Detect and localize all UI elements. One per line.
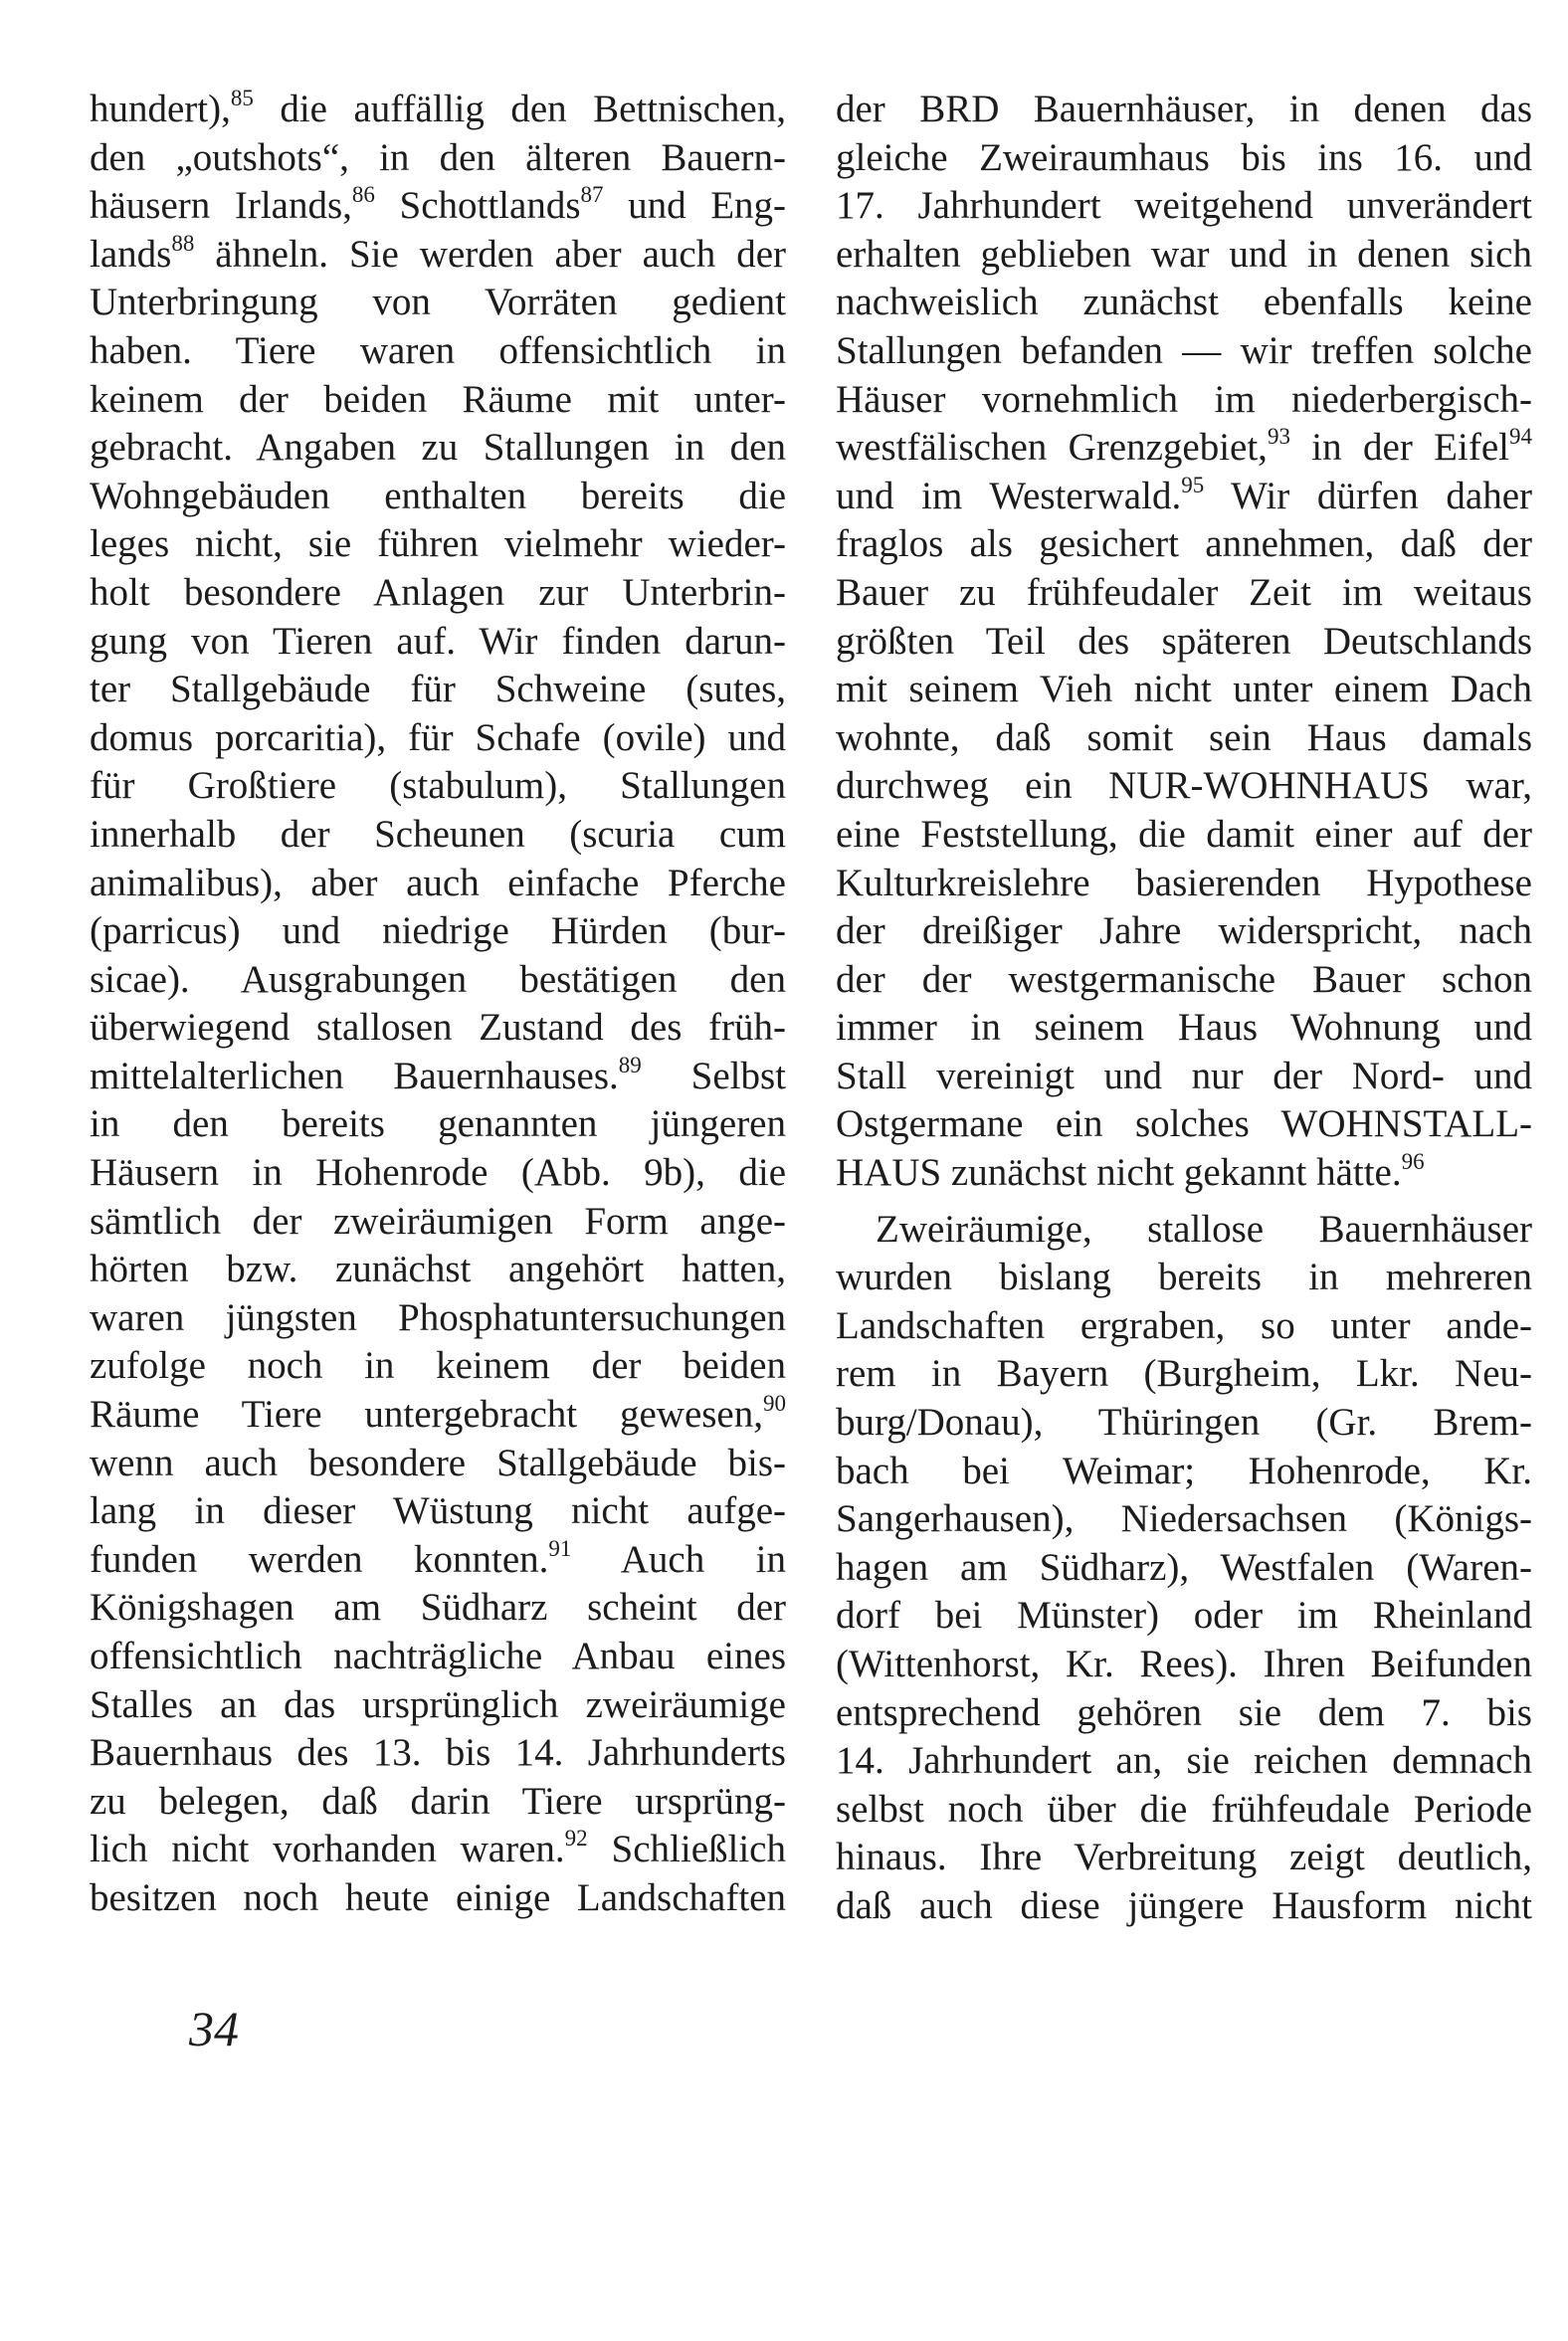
text-run: 14. Jahrhundert an, sie reichen demnach	[836, 1739, 1532, 1783]
text-run: fraglos als gesichert annehmen, daß der	[836, 522, 1532, 566]
text-run: immer in seinem Haus Wohnung und	[836, 1006, 1532, 1050]
text-run: haben. Tiere waren offensichtlich in	[90, 328, 786, 372]
text-run: burg/Donau), Thüringen (Gr. Brem-	[836, 1401, 1532, 1445]
footnote-reference: 92	[564, 1826, 588, 1852]
text-run: gleiche Zweiraumhaus bis ins 16. und	[836, 135, 1532, 179]
text-line	[836, 473, 1532, 521]
text-run: hinaus. Ihre Verbreitung zeigt deutlich,	[836, 1836, 1532, 1879]
text-line	[836, 860, 1532, 908]
text-run: wohnte, daß somit sein Haus damals	[836, 715, 1532, 759]
text-line	[90, 1342, 786, 1391]
text-run: Stall vereinigt und nur der Nord- und	[836, 1054, 1532, 1097]
text-run: den „outshots“, in den älteren Bauern-	[90, 135, 786, 179]
text-line	[836, 666, 1532, 714]
text-run: häusern Irlands,	[90, 184, 352, 228]
text-run: größten Teil des späteren Deutschlands	[836, 619, 1532, 663]
text-line	[836, 1689, 1532, 1738]
text-line	[836, 1737, 1532, 1786]
text-run: erhalten geblieben war und in denen sich	[836, 232, 1532, 276]
text-run: durchweg ein NUR-WOHNHAUS war,	[836, 764, 1532, 808]
text-run: nachweislich zunächst ebenfalls keine	[836, 281, 1532, 324]
text-line	[90, 1633, 786, 1681]
text-run: hörten bzw. zunächst angehört hatten,	[90, 1248, 786, 1291]
text-run: Ostgermane ein solches WOHNSTALL-	[836, 1102, 1532, 1146]
text-run: in den bereits genannten jüngeren	[90, 1102, 786, 1146]
footnote-reference: 87	[580, 182, 604, 208]
left-text-column	[90, 86, 786, 1923]
text-run: für Großtiere (stabulum), Stallungen	[90, 764, 786, 808]
footnote-reference: 89	[618, 1052, 642, 1077]
text-line	[90, 1246, 786, 1294]
text-line	[836, 1149, 1532, 1198]
text-run: offensichtlich nachträgliche Anbau eines	[90, 1635, 786, 1677]
text-line	[90, 376, 786, 425]
text-run: lich nicht vorhanden waren.	[90, 1828, 565, 1871]
text-line	[836, 1302, 1532, 1351]
text-run: holt besondere Anlagen zur Unterbrin-	[90, 570, 786, 614]
footnote-reference: 91	[548, 1535, 572, 1561]
text-run: besitzen noch heute einige Landschaften	[90, 1875, 786, 1919]
text-line	[90, 811, 786, 860]
text-run: Königshagen am Südharz scheint der	[90, 1586, 786, 1630]
text-run: ähneln. Sie werden aber auch der	[194, 232, 786, 276]
footnote-reference: 94	[1508, 424, 1532, 450]
text-run: westfälischen Grenzgebiet,	[836, 426, 1268, 470]
text-run: Auch in	[571, 1537, 786, 1581]
text-line	[836, 1399, 1532, 1448]
text-line	[90, 327, 786, 376]
text-line	[836, 618, 1532, 667]
text-line	[836, 1206, 1532, 1255]
footnote-reference: 96	[1401, 1149, 1425, 1175]
text-run: Stallungen befanden — wir treffen solche	[836, 328, 1532, 372]
text-run: hagen am Südharz), Westfalen (Waren-	[836, 1545, 1532, 1589]
text-run: funden werden konnten.	[90, 1537, 549, 1581]
text-run: gung von Tieren auf. Wir finden darun-	[90, 619, 786, 663]
text-run: waren jüngsten Phosphatuntersuchungen	[90, 1295, 786, 1339]
text-run: ter Stallgebäude für Schweine (sutes,	[90, 668, 786, 711]
footnote-reference: 86	[351, 182, 375, 208]
text-run: Landschaften ergraben, so unter ande-	[836, 1303, 1532, 1347]
text-line	[90, 907, 786, 956]
text-run: lang in dieser Wüstung nicht aufge-	[90, 1489, 786, 1533]
text-line	[836, 424, 1532, 473]
text-line	[90, 1100, 786, 1149]
text-line	[836, 182, 1532, 231]
text-run: und Eng-	[603, 184, 786, 228]
text-line	[836, 1053, 1532, 1101]
text-run: rem in Bayern (Burgheim, Lkr. Neu-	[836, 1352, 1532, 1396]
text-line	[90, 86, 786, 134]
text-line	[836, 231, 1532, 280]
footnote-reference: 85	[230, 86, 254, 110]
text-line	[836, 376, 1532, 425]
text-run: sämtlich der zweiräumigen Form ange-	[90, 1199, 786, 1243]
text-line	[836, 811, 1532, 860]
text-line	[836, 569, 1532, 618]
text-run: sicae). Ausgrabungen bestätigen den	[90, 957, 786, 1001]
text-run: der dreißiger Jahre widerspricht, nach	[836, 909, 1532, 953]
text-line	[90, 1778, 786, 1827]
text-run: mit seinem Vieh nicht unter einem Dach	[836, 668, 1532, 711]
text-line	[836, 1834, 1532, 1882]
text-run: dorf bei Münster) oder im Rheinland	[836, 1594, 1532, 1638]
text-run: bach bei Weimar; Hohenrode, Kr.	[836, 1449, 1532, 1492]
text-line	[90, 714, 786, 763]
text-line	[90, 1487, 786, 1536]
text-run: gebracht. Angaben zu Stallungen in den	[90, 426, 786, 470]
text-run: Wohngebäuden enthalten bereits die	[90, 474, 786, 517]
text-run: Wir dürfen daher	[1204, 474, 1532, 517]
text-line	[90, 424, 786, 473]
text-line	[90, 1053, 786, 1101]
text-run: Bauernhaus des 13. bis 14. Jahrhunderts	[90, 1731, 786, 1775]
text-run: mittelalterlichen Bauernhauses.	[90, 1054, 619, 1097]
text-run: wurden bislang bereits in mehreren	[836, 1256, 1532, 1299]
text-line	[90, 762, 786, 811]
text-line	[90, 1440, 786, 1488]
text-line	[90, 1729, 786, 1778]
text-run: und im Westerwald.	[836, 474, 1182, 517]
text-run: 17. Jahrhundert weitgehend unverändert	[836, 184, 1532, 228]
text-run: (parricus) und niedrige Hürden (bur-	[90, 909, 786, 953]
text-line	[836, 1882, 1532, 1931]
text-line	[90, 134, 786, 183]
text-run: überwiegend stallosen Zustand des früh-	[90, 1006, 786, 1050]
text-run: Stalles an das ursprünglich zweiräumige	[90, 1682, 786, 1726]
text-line	[836, 1254, 1532, 1302]
text-line	[836, 714, 1532, 763]
text-run: innerhalb der Scheunen (scuria cum	[90, 812, 786, 856]
text-run: lands	[90, 232, 172, 276]
text-run: Häusern in Hohenrode (Abb. 9b), die	[90, 1151, 786, 1195]
text-run: Sangerhausen), Niedersachsen (Königs-	[836, 1497, 1532, 1541]
text-line	[90, 1826, 786, 1874]
text-line	[90, 1874, 786, 1923]
text-run: zu belegen, daß darin Tiere ursprüng-	[90, 1779, 786, 1823]
text-run: Bauer zu frühfeudaler Zeit im weitaus	[836, 570, 1532, 614]
text-run: (Wittenhorst, Kr. Rees). Ihren Beifunden	[836, 1643, 1532, 1685]
text-line	[836, 1786, 1532, 1835]
text-run: Kulturkreislehre basierenden Hypothese	[836, 861, 1532, 904]
text-run: eine Feststellung, die damit einer auf der	[836, 812, 1532, 856]
text-run: Schließlich	[587, 1828, 786, 1871]
text-line	[90, 1149, 786, 1198]
text-line	[90, 1584, 786, 1633]
text-run: domus porcaritia), für Schafe (ovile) und	[90, 715, 786, 759]
text-run: leges nicht, sie führen vielmehr wieder-	[90, 522, 786, 566]
text-line	[836, 1544, 1532, 1593]
text-run: Häuser vornehmlich im niederbergisch-	[836, 377, 1532, 421]
text-line	[836, 327, 1532, 376]
text-run: animalibus), aber auch einfache Pferche	[90, 861, 786, 904]
text-line	[90, 520, 786, 569]
text-line	[836, 1592, 1532, 1641]
text-line	[90, 956, 786, 1005]
text-line	[836, 279, 1532, 327]
text-line	[836, 1495, 1532, 1544]
text-run: der der westgermanische Bauer schon	[836, 957, 1532, 1001]
text-line	[836, 762, 1532, 811]
text-line	[836, 956, 1532, 1005]
text-line	[90, 473, 786, 521]
text-line	[836, 1350, 1532, 1399]
text-run: daß auch diese jüngere Hausform nicht	[836, 1883, 1532, 1927]
text-run: der BRD Bauernhäuser, in denen das	[836, 88, 1532, 130]
text-line	[836, 520, 1532, 569]
text-line	[90, 231, 786, 280]
text-line	[90, 1198, 786, 1247]
text-run: die auffällig den Bettnischen,	[253, 88, 786, 130]
text-line	[90, 569, 786, 618]
text-run: Schottlands	[374, 184, 581, 228]
text-line	[90, 618, 786, 667]
footnote-reference: 88	[171, 230, 195, 256]
page-number: 34	[189, 2001, 239, 2056]
footnote-reference: 93	[1267, 424, 1290, 450]
text-line	[90, 1391, 786, 1440]
text-run: Zweiräumige, stallose Bauernhäuser	[876, 1207, 1532, 1251]
text-line	[90, 1004, 786, 1053]
text-run: entsprechend gehören sie dem 7. bis	[836, 1690, 1532, 1734]
text-run: Räume Tiere untergebracht gewesen,	[90, 1393, 763, 1437]
text-run: selbst noch über die frühfeudale Periode	[836, 1787, 1532, 1831]
text-run: keinem der beiden Räume mit unter-	[90, 377, 786, 421]
text-line	[836, 86, 1532, 134]
text-run: HAUS zunächst nicht gekannt hätte.	[836, 1151, 1402, 1195]
right-text-column	[836, 86, 1532, 1931]
text-run: Unterbringung von Vorräten gedient	[90, 281, 786, 324]
text-run: Selbst	[641, 1054, 786, 1097]
text-line	[836, 1641, 1532, 1689]
footnote-reference: 95	[1181, 472, 1205, 497]
footnote-reference: 90	[763, 1391, 786, 1417]
text-line	[836, 907, 1532, 956]
text-line	[836, 1004, 1532, 1053]
text-line	[836, 1100, 1532, 1149]
text-run: wenn auch besondere Stallgebäude bis-	[90, 1441, 786, 1484]
text-line	[90, 279, 786, 327]
text-line	[90, 1681, 786, 1730]
text-line	[90, 182, 786, 231]
text-line	[90, 1536, 786, 1585]
text-line	[90, 666, 786, 714]
text-run: in der Eifel	[1289, 426, 1509, 470]
text-line	[836, 1448, 1532, 1496]
text-run: hundert),	[90, 88, 231, 130]
text-line	[90, 1294, 786, 1343]
text-line	[836, 134, 1532, 183]
paragraph-gap	[836, 1198, 1532, 1206]
text-run: zufolge noch in keinem der beiden	[90, 1344, 786, 1388]
text-line	[90, 860, 786, 908]
